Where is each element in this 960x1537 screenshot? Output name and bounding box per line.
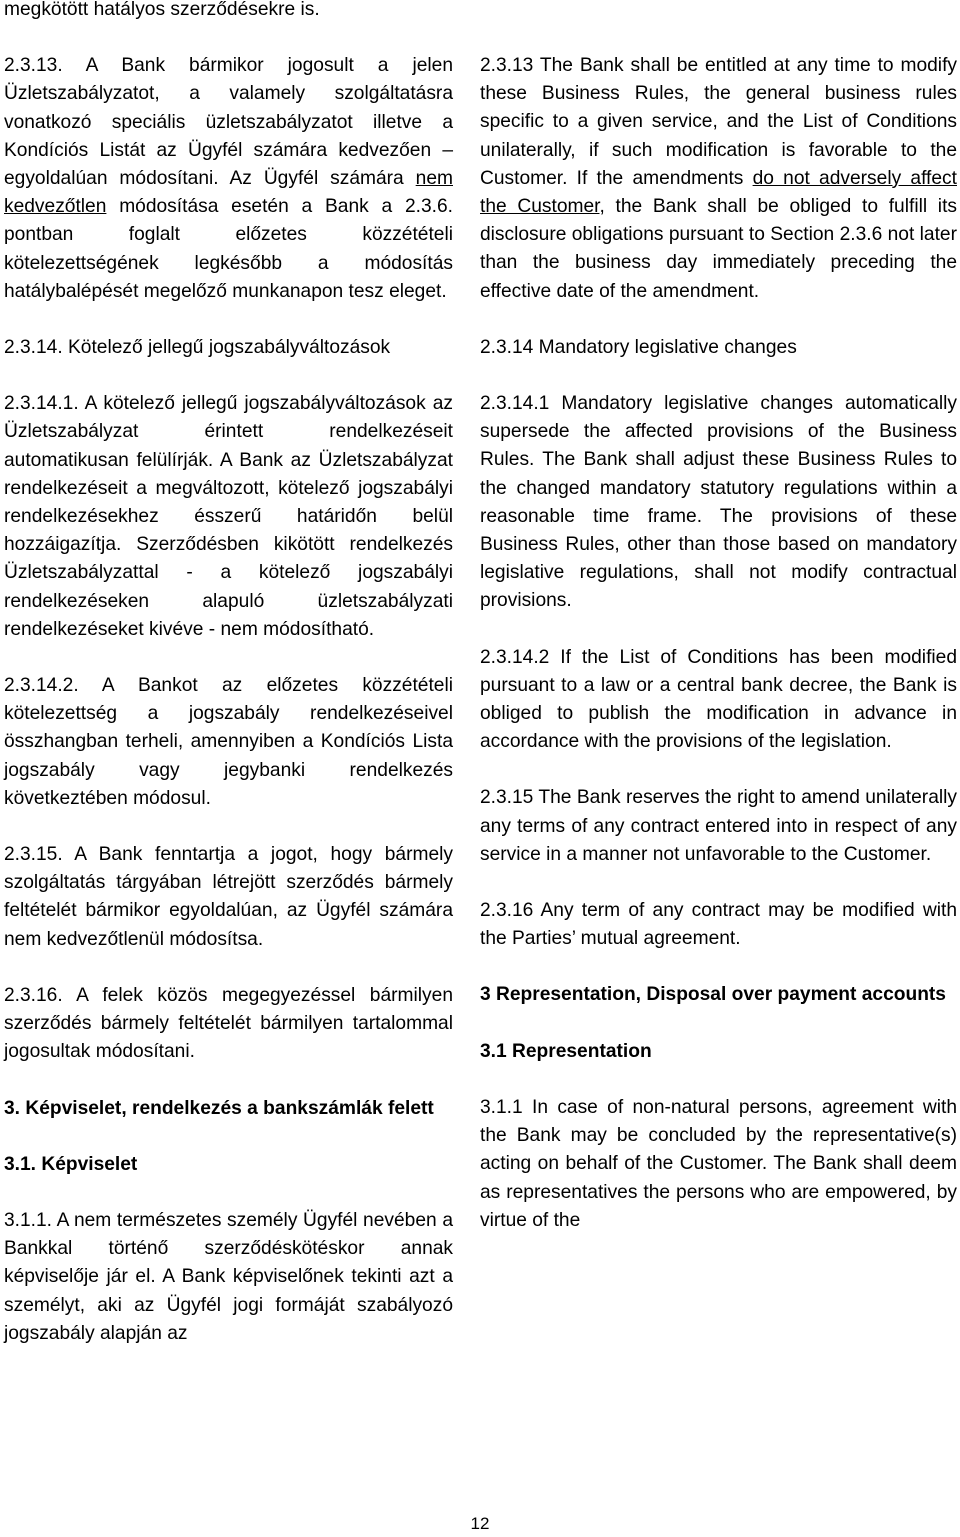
- hu-heading-3-1: 3.1. Képviselet: [4, 1153, 138, 1175]
- en-heading-3: 3 Representation, Disposal over payment accounts: [480, 984, 946, 1006]
- en-paragraph-2-3-16: 2.3.16 Any term of any contract may be modified with the Parties’ mutual agreement.: [480, 900, 957, 950]
- hu-paragraph-2-3-16: 2.3.16. A felek közös megegyezéssel bármilyen szerződés bármely feltételét bármilyen tartalommal jogosultak módosítani.: [4, 984, 453, 1063]
- en-heading-3-1: 3.1 Representation: [480, 1040, 652, 1062]
- en-2-3-13-underlined: do not adversely affect the Customer: [480, 167, 957, 218]
- en-paragraph-2-3-14-2: 2.3.14.2 If the List of Conditions has been modified pursuant to a law or a central bank decree, the Bank is obliged to publish the modification in advance in accordance with the provisions of the legislation.: [480, 646, 957, 753]
- hu-2-3-13-underlined: nem kedvezőtlen: [4, 168, 453, 218]
- hu-continuation-fragment: megkötött hatályos szerződésekre is.: [4, 0, 320, 20]
- hu-paragraph-2-3-15: 2.3.15. A Bank fenntartja a jogot, hogy bármely szolgáltatás tárgyában létrejött szerződés bármely feltételét bármikor egyoldalúan, az Ügyfél számára nem kedvezőtlenül módosítsa.: [4, 844, 453, 950]
- hu-2-3-13-text-b: módosítása esetén a Bank a 2.3.6. pontban foglalt előzetes közzétételi kötelezettségének legkésőbb a módosítás hatálybalépését megelőző munkanapon tesz eleget.: [4, 196, 453, 302]
- en-paragraph-3-1-1: 3.1.1 In case of non-natural persons, agreement with the Bank may be concluded by the representative(s) acting on behalf of the Customer. The Bank shall deem as representatives the persons who are empowered, by virtue of the: [480, 1096, 957, 1231]
- hu-2-3-13-text-a: 2.3.13. A Bank bármikor jogosult a jelen Üzletszabályzatot, a valamely szolgáltatásra vonatkozó speciális üzletszabályzatot illetve a Kondíciós Listát az Ügyfél számára kedvezően – egyoldalúan módosítani. Az Ügyfél számára: [4, 55, 453, 190]
- hu-paragraph-2-3-14-2: 2.3.14.2. A Bankot az előzetes közzétételi kötelezettség a jogszabály rendelkezéseivel összhangban terheli, amennyiben a Kondíciós Lista jogszabály vagy jegybanki rendelkezés következtében módosul.: [4, 675, 453, 809]
- en-paragraph-2-3-13: [480, 52, 957, 306]
- english-column: [480, 52, 957, 1263]
- hu-paragraph-3-1-1: 3.1.1. A nem természetes személy Ügyfél nevében a Bankkal történő szerződéskötéskor annak képviselője jár el. A Bank képviselőnek tekinti azt a személyt, aki az Ügyfél jogi formáját szabályozó jogszabály alapján az: [4, 1209, 453, 1344]
- page-number: 12: [470, 1514, 490, 1533]
- en-paragraph-2-3-15: 2.3.15 The Bank reserves the right to amend unilaterally any terms of any contract entered into in respect of any service in a manner not unfavorable to the Customer.: [480, 787, 957, 865]
- hu-paragraph-2-3-14-1: 2.3.14.1. A kötelező jellegű jogszabályváltozások az Üzletszabályzat érintett rendelkezéseit automatikusan felülírják. A Bank az Üzletszabályzat rendelkezéseit a megváltozott, kötelező jogszabályi rendelkezésekhez ésszerű határidőn belül hozzáigazítja. Szerződésben kikötött rendelkezés Üzletszabályzattal - a kötelező jogszabályi rendelkezéseken alapuló üzletszabályzati rendelkezéseket kivéve - nem módosítható.: [4, 393, 453, 640]
- hu-paragraph-2-3-13: [4, 52, 453, 306]
- en-2-3-13-text-b: , the Bank shall be obliged to fulfill its disclosure obligations pursuant to Section 2.3.6 not later than the business day immediately preceding the effective date of the amendment.: [480, 196, 957, 302]
- en-paragraph-2-3-14-1: 2.3.14.1 Mandatory legislative changes automatically supersede the affected provisions of the Business Rules. The Bank shall adjust these Business Rules to the changed mandatory statutory regulations within a reasonable time frame. The provisions of these Business Rules, other than those based on mandatory legislative regulations, shall not modify contractual provisions.: [480, 393, 957, 612]
- en-heading-2-3-14: 2.3.14 Mandatory legislative changes: [480, 336, 797, 358]
- hungarian-column: [4, 0, 453, 1376]
- en-2-3-13-text-a: 2.3.13 The Bank shall be entitled at any time to modify these Business Rules, the general business rules specific to a given service, and the List of Conditions unilaterally, if such modification is favorable to the Customer. If the amendments: [480, 55, 957, 189]
- hu-heading-3: 3. Képviselet, rendelkezés a bankszámlák felett: [4, 1097, 434, 1119]
- hu-heading-2-3-14: 2.3.14. Kötelező jellegű jogszabályváltozások: [4, 337, 391, 359]
